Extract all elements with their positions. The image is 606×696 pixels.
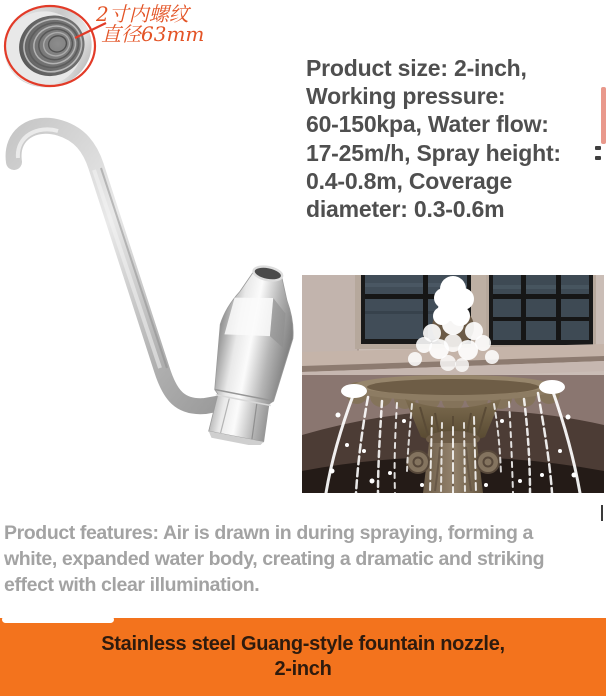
- features-line: white, expanded water body, creating a dramatic and striking: [4, 547, 545, 570]
- nozzle-illustration: [0, 100, 300, 445]
- features-line: effect with clear illumination.: [4, 573, 260, 596]
- specs-line: 0.4-0.8m, Coverage: [306, 167, 513, 194]
- thread-callout-line1: 2寸内螺纹: [96, 2, 189, 26]
- nozzle-product-photo: [0, 100, 300, 445]
- specs-line: 17-25m/h, Spray height:: [306, 139, 561, 166]
- fountain-photo: [302, 275, 604, 493]
- nozzle-body: [199, 260, 300, 445]
- scrollbar-thumb[interactable]: [601, 87, 606, 144]
- product-title-line1: Stainless steel Guang-style fountain nozzle,: [101, 633, 505, 655]
- building-window-right: [486, 275, 596, 349]
- text-cursor-artifact: [601, 505, 603, 521]
- features-line: Product features: Air is drawn in during spraying, forming a: [4, 522, 533, 544]
- thread-callout-line2: 直径63mm: [101, 22, 205, 46]
- thread-callout-text: [96, 4, 204, 44]
- fountain-illustration: [302, 275, 604, 493]
- specs-line: Product size: 2-inch,: [306, 55, 527, 81]
- product-specs-text: [306, 54, 561, 223]
- specs-line: diameter: 0.3-0.6m: [306, 196, 505, 223]
- product-features-text: [4, 521, 544, 598]
- edge-mark: [595, 156, 601, 160]
- specs-line: 60-150kpa, Water flow:: [306, 111, 549, 138]
- banner-corner-notch: [2, 616, 114, 623]
- product-title-line2: 2-inch: [274, 658, 332, 680]
- edge-mark: [595, 146, 601, 150]
- specs-line: Working pressure:: [306, 83, 506, 110]
- nozzle-pipe: [14, 126, 222, 406]
- product-title: [0, 632, 606, 682]
